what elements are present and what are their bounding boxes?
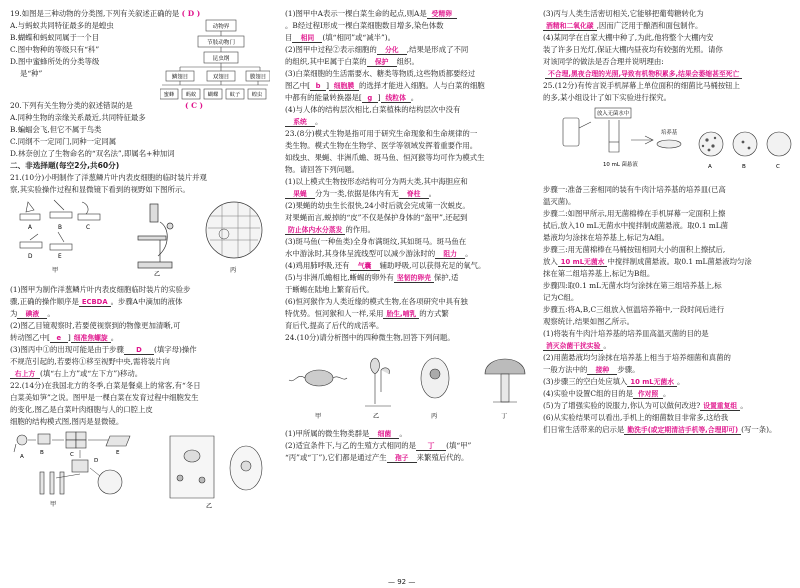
svg-text:10 mL 菌悬液: 10 mL 菌悬液 [603, 161, 638, 168]
q25-4-answer: 作对照 [633, 390, 663, 399]
svg-text:A: A [28, 225, 32, 232]
q20-stem: 20.下列有关生物分类的叙述错误的是 ( C ) [10, 100, 204, 110]
tree-root: 动物界 [212, 23, 230, 30]
q21-2-answer2: 细准焦螺旋 [71, 334, 111, 343]
page-number: — 92 — [388, 577, 416, 586]
classification-tree [160, 18, 270, 102]
svg-text:蜜蜂: 蜜蜂 [163, 91, 175, 98]
svg-text:丁: 丁 [501, 412, 508, 420]
svg-text:丙: 丙 [431, 412, 438, 420]
svg-text:C: C [776, 163, 780, 170]
svg-text:B: B [742, 163, 746, 170]
q19-stem: 19.如图是三种动物的分类图,下列有关叙述正确的是 ( D ) [10, 9, 201, 18]
fig21-microscope-experiment [10, 196, 268, 280]
section-heading: 二、非选择题(每空2分,共60分) [10, 160, 120, 170]
fig21-label-yi: 乙 [154, 271, 161, 279]
fig21-label-bing: 丙 [230, 267, 237, 275]
q19-block [10, 20, 268, 100]
q25-6-answer: 勤洗手(或定期清洁手机等,合理即可) [624, 426, 741, 435]
svg-text:乙: 乙 [206, 502, 213, 510]
q22-3-answer: b [310, 82, 326, 91]
q22-3-answer2: 细胞膜 [329, 82, 359, 91]
q23-1-answer: 果蝇 [285, 190, 315, 199]
q21-1-answer2: 碘液 [17, 310, 47, 319]
q23-5-answer: 坚韧的卵壳 [394, 274, 434, 283]
middle-column: (1)图甲中A表示一棵白菜生命的起点,则A是 受精卵 。B经过程Ⅰ形成一棵白菜细胞数目增多,染色体数 目 相同 (填“相同”或“减半”)。 (2)图甲中过程②表示细胞的 分化 ,结果是形成了不同 的组织,其中E属于白菜的 保护 组织。 (3)白菜细胞的生活需要水、糖类等物质,这些物质都要经过 图乙中[ b ] 细胞膜 的选择才能进入细胞。人与白菜的细胞 中都有的能量转换器是[ g ] 线粒体 。 (4)与人体的结构层次相比,白菜植株的结构层次中没有 系统 。 23.(8分)模式生物是指可用于研究生命现象和生命规律的一 类生物。模式生物在生物学、医学等领域发挥着重要作用。 如线虫、果蝇、非洲爪蟾、斑马鱼、恒河猴等均可作为模式生 物。请回答下列问题。 (1)以上模式生物按形态结构可分为两大类,其中海胆应和 果蝇 分为一类,依据是体内有无 脊柱 。 (2)果蝇的幼虫生长很快,24小时后就会完成第一次蜕皮。 对果蝇而言,蜕掉的“皮”不仅是保护身体的“盔甲”,还起到 防止体内水分蒸发 的作用。 (3)斑马鱼(一种鱼类)全身布满斑纹,其如斑马。斑马鱼在 水中游泳时,其身体呈流线型可以减少游泳时的 阻力 。 (4)鸡用肺呼吸,还有 气囊 辅助呼吸,可以获得充足的氧气。 (5)与非洲爪蟾相比,蜥蜴的卵外有 坚韧的卵壳 保护,适 于蜥蜴在陆地上繁育后代。 (6)恒河猴作为人类近缘的模式生物,在各项研究中具有独 特优势。恒河猴和人一样,采用 胎生,哺乳 的方式繁 育后代,提高了后代的成活率。 24.(10分)请分析图中的四种微生物,回答下列问题。 甲 乙 丙 丁 (1)甲所属的微生物类群是 细菌 。 (2)适宜条件下,与乙的生殖方式相同的是 丁 (填“甲” “丙”或“丁”),它们都是通过产生 孢子 来繁殖后代的。 [285, 8, 537, 464]
q23-6-answer: 胎生,哺乳 [383, 310, 419, 319]
svg-text:E: E [58, 254, 62, 261]
q25-1-answer: 消灭杂菌干扰实验 [543, 342, 603, 351]
q22-1-answer2: 相同 [292, 34, 322, 43]
svg-text:D: D [28, 254, 33, 261]
q24-2-answer2: 孢子 [387, 454, 417, 463]
q22-1-answer: 受精卵 [427, 10, 457, 19]
q22-4-answer: 系统 [285, 118, 315, 127]
q21-1-answer: ECBDA [79, 298, 111, 307]
q25-3-answer: 10 mL无菌水 [627, 378, 677, 387]
svg-text:A: A [20, 453, 24, 460]
q22-3-answer4: 线粒体 [381, 94, 411, 103]
tree-class: 昆虫纲 [212, 55, 230, 62]
svg-text:蝴蝶: 蝴蝶 [207, 91, 219, 98]
q23-3-answer: 阻力 [435, 250, 465, 259]
svg-text:B: B [58, 225, 62, 232]
q24-1-answer: 细菌 [369, 430, 399, 439]
q24-4-answer: 不合理,黑夜合理的光照,导致有机物积累多,结果会萎缩甚至死亡 [545, 70, 742, 79]
svg-text:放入无菌水中: 放入无菌水中 [596, 110, 630, 117]
q25-step3-answer: 10 mL无菌水 [558, 258, 608, 267]
q19-answer: D [187, 9, 195, 18]
svg-text:A: A [708, 163, 712, 170]
tree-order-3: 膜翅目 [249, 74, 267, 81]
q19-options: A.与蚂蚁共同特征最多的是蝗虫 B.蝴蝶和蚂蚁同属于一个目 C.图中物种的等级只有“科” D.图中蜜蜂所处的分类等级 是“种” [10, 20, 114, 78]
right-column: (3)丙与人类生活密切相关,它能够把葡萄糖转化为 酒精和二氧化碳 ,因而广泛用于酿酒和面包制作。 (4)某同学在自家大棚中种了,为此,他将整个大棚内安 装了许多日光灯,保证大棚内昼夜均有较强的光照。请你 对该同学的做法是否合理并说明理由: 不合理,黑夜合理的光照,导致有机物积累多,结果会萎缩甚至死亡 25.(12分)有传言说手机屏幕上单位面积的细菌比马桶按钮上 的多,某小组设计了如下实验进行探究。 放入无菌水中 10 mL 菌悬液 培养基 A B C 步骤一:准备三套相同的装有牛肉汁培养基的培养皿(已高 温灭菌)。 步骤二:如图甲所示,用无菌棉棒在手机屏幕一定面积上擦 拭后,放入10 mL无菌水中搅拌制成菌悬液。取0.1 mL菌 悬液均匀涂抹在培养基上,标记为A组。 步骤三:用无菌棉棒在马桶按钮相同大小的面积上擦拭后, 放入 10 mL无菌水 中搅拌制成菌悬液。取0.1 mL菌悬液均匀涂 抹在第二组培养基上,标记为B组。 步骤四:取0.1 mL无菌水均匀涂抹在第三组培养基上,标 记为C组。 步骤五:将A,B,C三组放入恒温培养箱中,一段时间后进行 观察统计,结果如图乙所示。 (1)将装有牛肉汁培养基的培养皿高温灭菌的目的是 消灭杂菌干扰实验 。 (2)用菌悬液均匀涂抹在培养基上相当于培养细菌和真菌的 一般方法中的 接种 步骤。 (3)步骤三的空白处应填入 10 mL无菌水 。 (4)实验中设置C组的目的是 作对照 。 (5)为了增强实验的说服力,你认为可以做何改进? 设置重复组 。 (6)从实验结果可以看出,手机上的细菌数目非常多,这给我 们日常生活带来的启示是 勤洗手(或定期清洁手机等,合理即可) (写一条)。 [543, 8, 793, 436]
svg-text:D: D [94, 457, 99, 464]
q24-2-answer: 丁 [416, 442, 446, 451]
svg-text:C: C [70, 451, 74, 458]
q23-4-answer: 气囊 [350, 262, 380, 271]
tree-order-2: 双翅目 [212, 74, 230, 81]
q24-3-answer: 酒精和二氧化碳 [543, 22, 597, 31]
q25-2-answer: 接种 [587, 366, 617, 375]
q21-3-answer2: 右上方 [10, 370, 40, 379]
q23-2-answer: 防止体内水分蒸发 [285, 226, 345, 235]
q22-3-answer3: g [362, 94, 378, 103]
fig24-microorganisms [285, 344, 537, 424]
q21-3-answer: D [124, 346, 154, 355]
fig21-label-jia: 甲 [52, 267, 59, 275]
svg-text:甲: 甲 [315, 412, 322, 420]
q21-2-answer: e [50, 334, 68, 343]
q20-answer: C [191, 100, 197, 110]
svg-text:培养基: 培养基 [661, 129, 678, 136]
q23-1-answer2: 脊柱 [399, 190, 429, 199]
q22-2-answer2: 保护 [367, 58, 397, 67]
svg-text:C: C [86, 225, 91, 232]
svg-text:甲: 甲 [50, 500, 57, 508]
svg-text:E: E [116, 449, 120, 456]
svg-text:蚊子: 蚊子 [229, 91, 241, 98]
fig22-cell-development [10, 428, 268, 510]
svg-text:蝗虫: 蝗虫 [251, 91, 263, 98]
svg-text:蚂蚁: 蚂蚁 [185, 91, 197, 98]
tree-order-1: 鳞翅目 [171, 74, 189, 81]
q25-5-answer: 设置重复组 [700, 402, 740, 411]
q22-2-answer: 分化 [377, 46, 407, 55]
tree-phylum: 节肢动物门 [207, 39, 235, 46]
left-column: 19.如图是三种动物的分类图,下列有关叙述正确的是 ( D ) A.与蚂蚁共同特征最多的是蝗虫 B.蝴蝶和蚂蚁同属于一个目 C.图中物种的等级只有“科” D.图中蜜蜂所处的分类等级 是“种” 动物界 节肢动物门 昆虫纲 鳞翅目 双翅目 膜翅目 蜜蜂 蚂蚁 蝴蝶 蚊子 蝗虫 20.下列有关生物分类的叙述错误的是 ( C ) A.同种生物的亲缘关系最近,共同特征最多 B.蝙蝠会飞,但它不属于鸟类 C.同纲不一定同门,同种一定同属 D.林奈创立了生物命名的“双名法”,即属名+种加词 二、非选择题(每空2分,共60分) 21.(10分)小明制作了洋葱鳞片叶内表皮细胞的临时装片并观 察,其实验操作过程和显微镜下看到的视野如下图所示。 A B C D E 甲 乙 丙 (1)图甲为制作洋葱鳞片叶内表皮细胞临时装片的实验步 骤,正确的操作顺序是 ECBDA 。步骤A中滴加的液体 为 碘液 。 (2)图乙目镜观察时,若要使视察到的物像更加清晰,可 转动图乙中[ e ] 细准焦螺旋 。 (3)图丙中①的出现可能是由于步骤 D (填字母)操作 不规范引起的,若要将①移至视野中央,需将装片向 右上方 (填“右上方”或“左下方”)移动。 22.(14分)在我国北方的冬季,白菜是餐桌上的常客,有“冬日 白菜美如笋”之说。图甲是一棵白菜在发育过程中细胞发生 的变化,图乙是白菜叶肉细胞与人的口腔上皮 细胞的结构模式图,图丙是显微镜。 A B C E D 甲 乙 [10, 8, 268, 514]
svg-text:B: B [40, 449, 44, 456]
fig25-bacteria-experiment [543, 104, 793, 180]
svg-text:乙: 乙 [373, 412, 380, 420]
